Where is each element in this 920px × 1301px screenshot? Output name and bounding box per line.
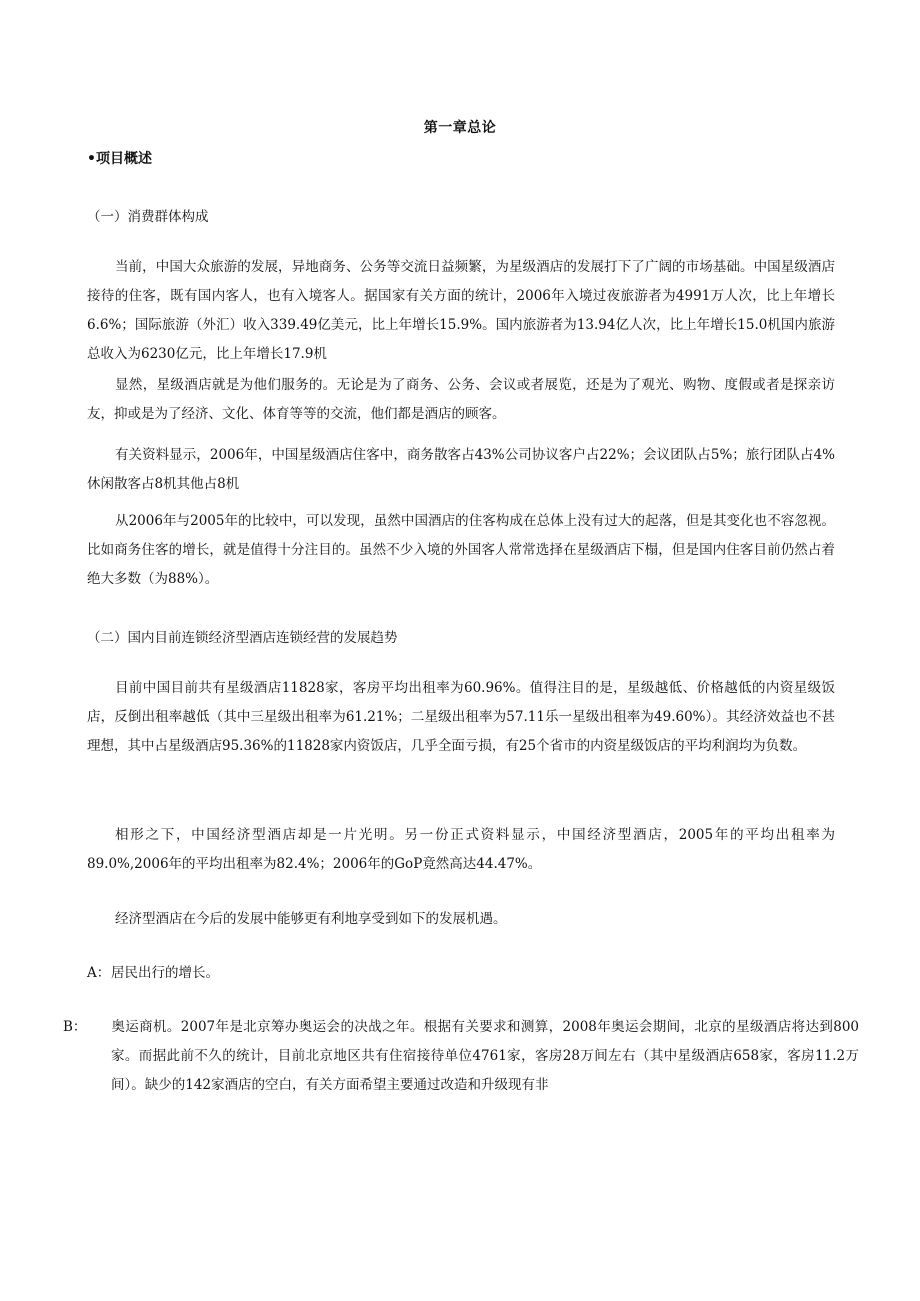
chapter-title: 第一章总论 (423, 120, 497, 136)
subsection-heading-economy-hotel-trend: （二）国内目前连锁经济型酒店连锁经营的发展趋势 (87, 630, 398, 646)
paragraph-star-hotel-occupancy: 目前中国目前共有星级酒店11828家，客房平均出租率为60.96%。值得注目的是，星级越低、价格越低的内资星级饭店，反倒出租率越低（其中三星级出租率为61.21%；二星级出租率为57.11乐一星级出租率为49.60%）。其经济效益也不甚理想，其中占星级酒店95.36%的11828家内资饭店，几乎全面亏损，有25个省市的内资星级饭店的平均利润均为负数。 (87, 680, 835, 754)
list-item-a-label: A： (87, 965, 111, 981)
list-item-b-text: 奥运商机。2007年是北京筹办奥运会的决战之年。根据有关要求和测算，2008年奥运会期间，北京的星级酒店将达到800家。而据此前不久的统计，目前北京地区共有住宿接待单位4761家，客房28万间左右（其中星级酒店658家，客房11.2万间）。缺少的142家酒店的空白，有关方面希望主要通过改造和升级现有非 (111, 1019, 859, 1093)
list-item-b-label: B： (63, 1019, 87, 1035)
section-heading: •项目概述 (87, 151, 152, 167)
paragraph-year-comparison: 从2006年与2005年的比较中，可以发现，虽然中国酒店的住客构成在总体上没有过大的起落，但是其变化也不容忽视。比如商务住客的增长，就是值得十分注目的。虽然不少入境的外国客人常常选择在星级酒店下榻，但是国内住客目前仍然占着绝大多数（为88%）。 (87, 513, 835, 587)
paragraph-opportunities-intro: 经济型酒店在今后的发展中能够更有利地享受到如下的发展机遇。 (115, 911, 507, 927)
paragraph-economy-hotel-performance: 相形之下，中国经济型酒店却是一片光明。另一份正式资料显示，中国经济型酒店，2005年的平均出租率为89.0%,2006年的平均出租率为82.4%；2006年的GoP竟然高达44.47%。 (87, 827, 835, 872)
paragraph-market-overview: 当前，中国大众旅游的发展，异地商务、公务等交流日益频繁，为星级酒店的发展打下了广阔的市场基础。中国星级酒店接待的住客，既有国内客人，也有入境客人。据国家有关方面的统计，2006年入境过夜旅游者为4991万人次，比上年增长6.6%；国际旅游（外汇）收入339.49亿美元，比上年增长15.9%。国内旅游者为13.94亿人次，比上年增长15.0机国内旅游总收入为6230亿元，比上年增长17.9机 (87, 259, 835, 362)
list-item-a-text: 居民出行的增长。 (111, 965, 219, 981)
paragraph-guest-composition: 有关资料显示，2006年，中国星级酒店住客中，商务散客占43%公司协议客户占22%；会议团队占5%；旅行团队占4%休闲散客占8机其他占8机 (87, 447, 835, 492)
list-item-b (63, 1013, 859, 1100)
list-item-a (87, 959, 835, 988)
paragraph-hotel-customers: 显然，星级酒店就是为他们服务的。无论是为了商务、公务、会议或者展览，还是为了观光、购物、度假或者是探亲访友，抑或是为了经济、文化、体育等等的交流，他们都是酒店的顾客。 (87, 377, 835, 422)
subsection-heading-consumer-groups: （一）消费群体构成 (87, 209, 209, 225)
